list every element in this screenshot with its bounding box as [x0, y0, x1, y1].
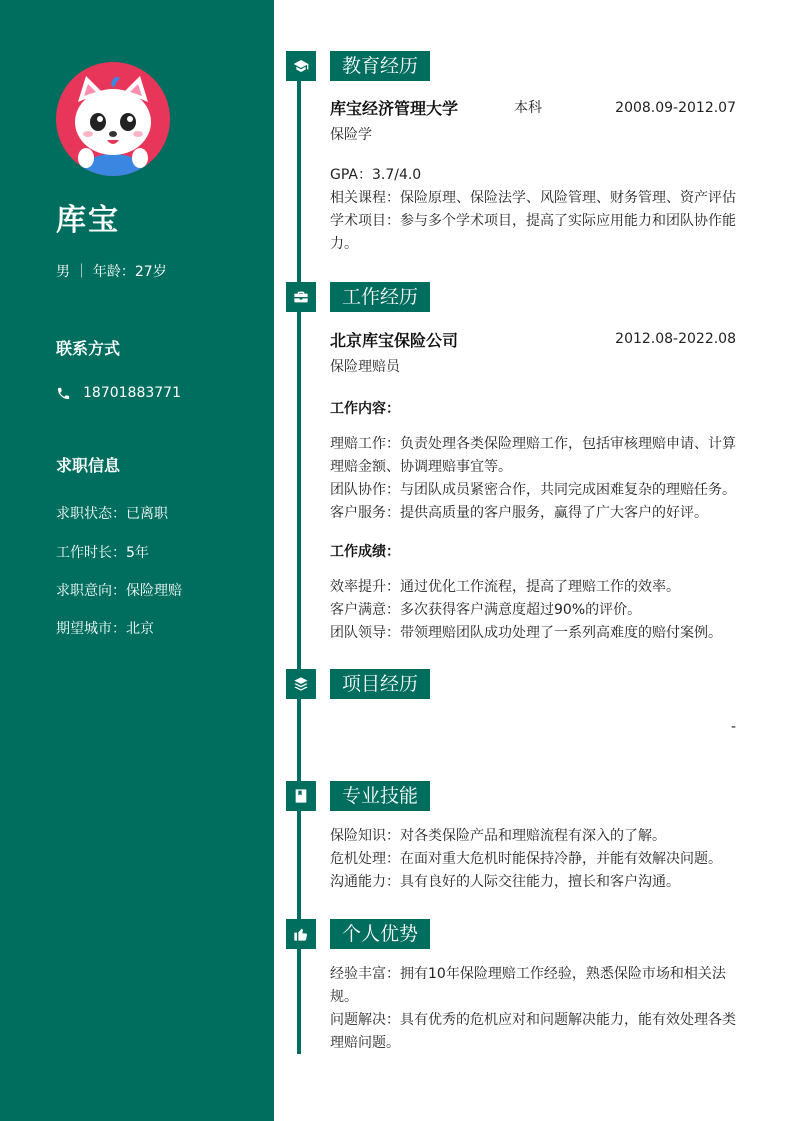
- strength-line: 经验丰富：拥有10年保险理赔工作经验，熟悉保险市场和相关法: [330, 966, 726, 982]
- work-result-line: 客户满意：多次获得客户满意度超过90%的评价。: [330, 602, 642, 618]
- strength-line: 理赔问题。: [330, 1035, 400, 1051]
- strength-line: 规。: [330, 989, 358, 1005]
- graduation-cap-icon: [293, 58, 309, 74]
- expected-city: 期望城市：北京: [56, 621, 154, 637]
- project-icon-box: [286, 669, 316, 699]
- strengths-icon-box: [286, 919, 316, 949]
- academic-project-line: 力。: [330, 236, 358, 252]
- phone-row: [56, 385, 181, 401]
- position: 保险理赔员: [330, 359, 400, 375]
- courses: 相关课程：保险原理、保险法学、风险管理、财务管理、资产评估: [330, 190, 736, 206]
- work-title: 工作经历: [330, 282, 430, 312]
- skill-line: 保险知识：对各类保险产品和理赔流程有深入的了解。: [330, 828, 666, 844]
- phone-icon: [56, 386, 71, 401]
- education-title: 教育经历: [330, 51, 430, 81]
- avatar: [56, 62, 170, 176]
- work-icon-box: [286, 282, 316, 312]
- work-content-heading: 工作内容：: [330, 401, 400, 417]
- layers-icon: [293, 676, 309, 692]
- project-placeholder: -: [730, 719, 736, 735]
- cat-mascot-icon: [56, 62, 170, 176]
- candidate-name: 库宝: [56, 203, 120, 238]
- work-content-line: 理赔工作：负责处理各类保险理赔工作，包括审核理赔申请、计算: [330, 436, 736, 452]
- company-name: 北京库宝保险公司: [330, 331, 459, 350]
- skills-icon-box: [286, 781, 316, 811]
- project-title: 项目经历: [330, 669, 430, 699]
- work-result-line: 效率提升：通过优化工作流程，提高了理赔工作的效率。: [330, 579, 680, 595]
- work-content-line: 理赔金额、协调理赔事宜等。: [330, 459, 512, 475]
- work-dates: 2012.08-2022.08: [615, 331, 736, 347]
- sidebar: [0, 0, 274, 1121]
- work-results-heading: 工作成绩：: [330, 544, 400, 560]
- strength-line: 问题解决：具有优秀的危机应对和问题解决能力，能有效处理各类: [330, 1012, 736, 1028]
- skill-line: 危机处理：在面对重大危机时能保持冷静，并能有效解决问题。: [330, 851, 722, 867]
- phone-number: 18701883771: [83, 385, 181, 401]
- skills-title: 专业技能: [330, 781, 430, 811]
- major: 保险学: [330, 127, 372, 143]
- work-content-line: 团队协作：与团队成员紧密合作，共同完成困难复杂的理赔任务。: [330, 482, 736, 498]
- gpa: GPA：3.7/4.0: [330, 167, 422, 183]
- contact-heading: 联系方式: [56, 339, 121, 358]
- work-content-line: 客户服务：提供高质量的客户服务，赢得了广大客户的好评。: [330, 505, 708, 521]
- strengths-title: 个人优势: [330, 919, 430, 949]
- education-dates: 2008.09-2012.07: [615, 100, 736, 116]
- work-result-line: 团队领导：带领理赔团队成功处理了一系列高难度的赔付案例。: [330, 625, 722, 641]
- candidate-meta: 男 ｜ 年龄：27岁: [56, 264, 167, 280]
- timeline-line: [297, 56, 301, 1054]
- academic-project-line: 学术项目：参与多个学术项目，提高了实际应用能力和团队协作能: [330, 213, 736, 229]
- degree: 本科: [514, 100, 542, 116]
- job-intention: 求职意向：保险理赔: [56, 583, 182, 599]
- book-icon: [293, 788, 309, 804]
- job-info-heading: 求职信息: [56, 456, 121, 475]
- education-icon-box: [286, 51, 316, 81]
- work-duration: 工作时长：5年: [56, 545, 149, 561]
- school-name: 库宝经济管理大学: [330, 99, 459, 118]
- skill-line: 沟通能力：具有良好的人际交往能力，擅长和客户沟通。: [330, 874, 680, 890]
- job-status: 求职状态：已离职: [56, 506, 168, 522]
- thumbs-up-icon: [293, 926, 309, 942]
- briefcase-icon: [293, 289, 309, 305]
